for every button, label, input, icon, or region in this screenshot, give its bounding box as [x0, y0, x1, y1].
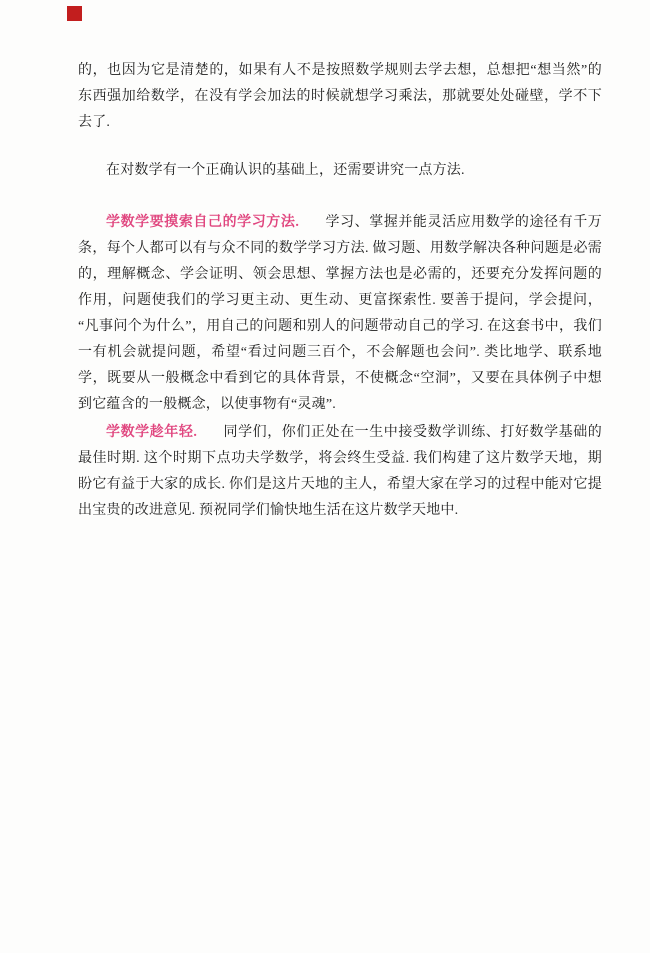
section-heading-study-method: 学数学要摸索自己的学习方法. — [106, 215, 300, 230]
page-text-block — [78, 58, 602, 524]
paragraph-continuation: 的，也因为它是清楚的，如果有人不是按照数学规则去学去想，总想把“想当然”的东西强加给数学，在没有学会加法的时候就想学习乘法，那就要处处碰壁，学不下去了. — [78, 63, 602, 130]
paragraph-study-method — [78, 210, 602, 418]
section-heading-learn-young: 学数学趁年轻. — [106, 425, 198, 440]
paragraph-learn-young-text: 同学们，你们正处在一生中接受数学训练、打好数学基础的最佳时期. 这个时期下点功夫学数学，将会终生受益. 我们构建了这片数学天地，期盼它有益于大家的成长. 你们是这片天地的主人，希望大家在学习的过程中能对它提出宝贵的改进意见. 预祝同学们愉快地生活在这片数学天地中. — [78, 425, 603, 518]
paragraph-learn-young — [78, 420, 602, 524]
paragraph-transition: 在对数学有一个正确认识的基础上，还需要讲究一点方法. — [106, 163, 465, 178]
red-square-marker — [67, 6, 82, 21]
paragraph-study-method-text: 学习、掌握并能灵活应用数学的途径有千万条，每个人都可以有与众不同的数学学习方法. 做习题、用数学解决各种问题是必需的，理解概念、学会证明、领会思想、掌握方法也是必需的，还要充分发挥问题的作用，问题使我们的学习更主动、更生动、更富探索性. 要善于提问，学会提问，“凡事问个为什么”，用自己的问题和别人的问题带动自己的学习. 在这套书中，我们一有机会就提问题，希望“看过问题三百个，不会解题也会问”. 类比地学、联系地学，既要从一般概念中看到它的具体背景，不使概念“空洞”，又要在具体例子中想到它蕴含的一般概念，以使事物有“灵魂”. — [78, 215, 602, 412]
